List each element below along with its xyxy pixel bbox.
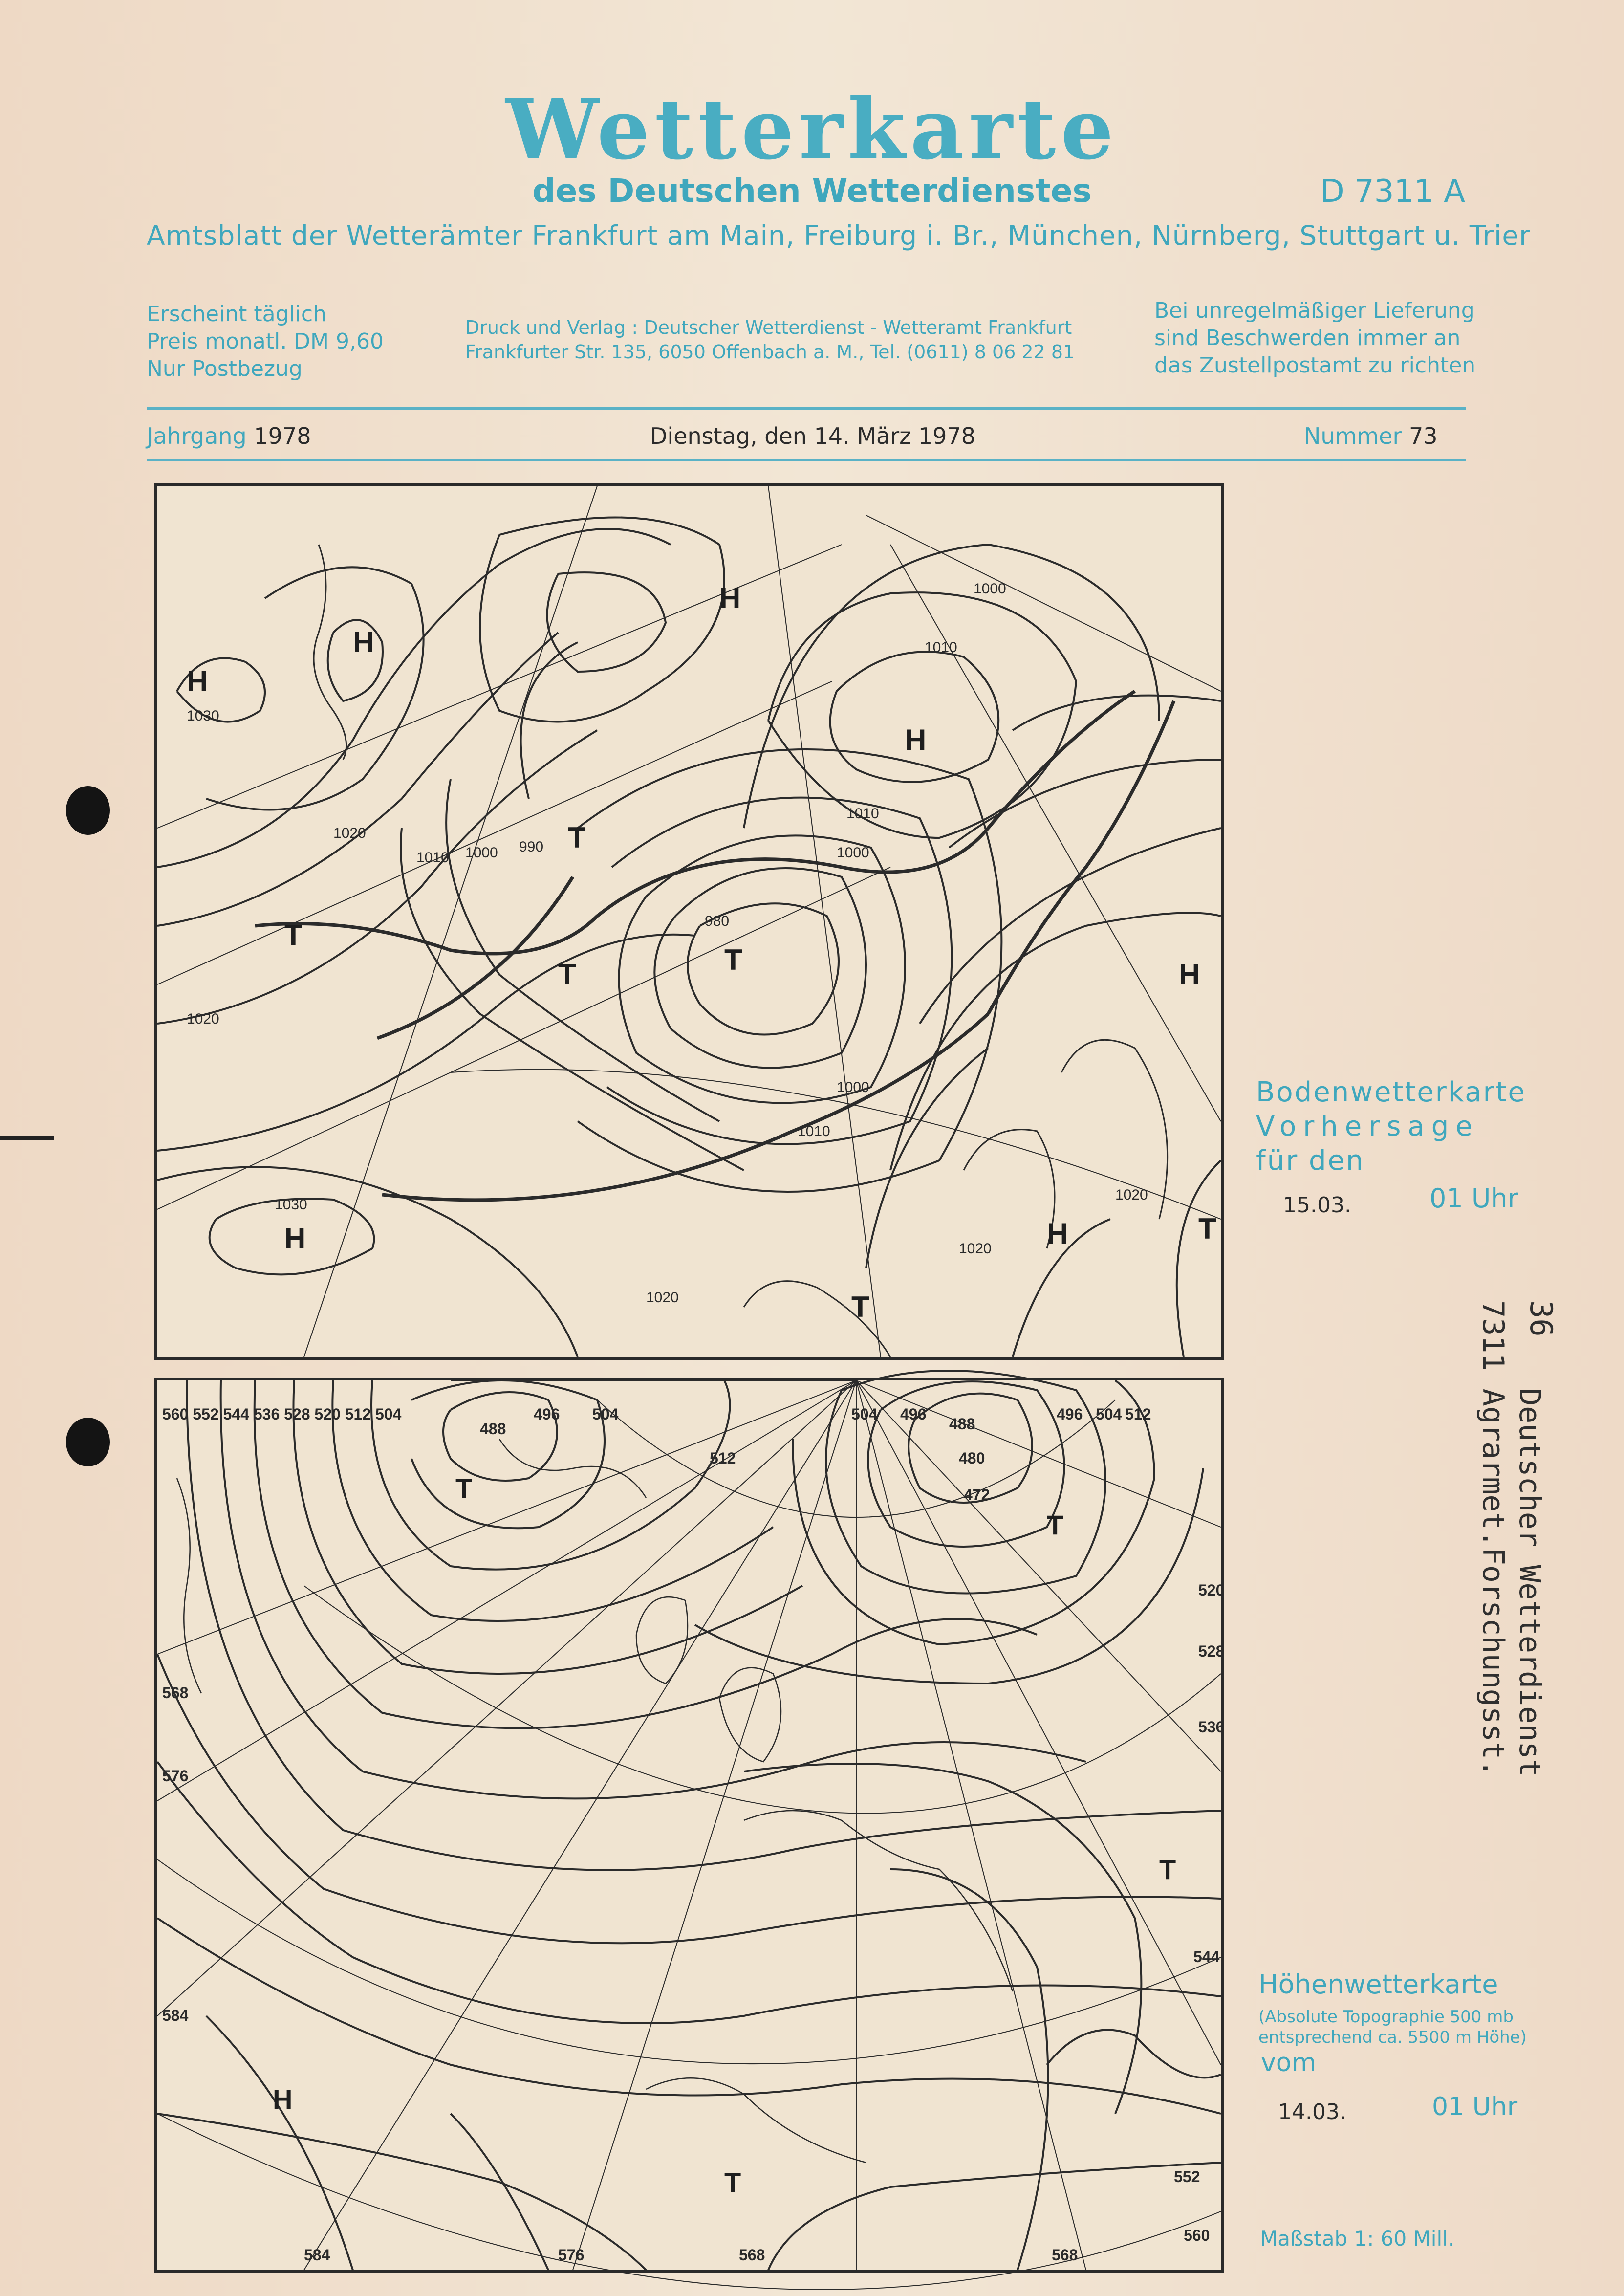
punch-hole [66, 1418, 110, 1466]
stamp-line-2: Deutscher Wetterdienst [1513, 1388, 1547, 1777]
contour-label: 528 [1198, 1642, 1225, 1660]
surface-map-date: 15.03. [1283, 1193, 1351, 1218]
isobar-label: 1010 [846, 806, 879, 822]
publication-code: D 7311 A [1320, 174, 1465, 210]
contour-label: 520 [1198, 1581, 1225, 1599]
caption-line: Vorhersage [1256, 1111, 1479, 1142]
isobar-label: 1020 [333, 825, 366, 841]
low-label: T [1047, 1509, 1064, 1540]
contour-label: 544 [1193, 1948, 1220, 1966]
low-label: T [284, 919, 303, 952]
contour-label: 504 [1096, 1405, 1122, 1423]
isobar-label: 990 [519, 839, 544, 855]
contour-label: 496 [1057, 1405, 1083, 1423]
nummer-label: Nummer [1304, 423, 1402, 449]
contour-label: 512 [1125, 1405, 1151, 1423]
surface-map-caption [1256, 1075, 1526, 1178]
caption-line: (Absolute Topographie 500 mb [1258, 2007, 1514, 2027]
contour-label: 568 [739, 2246, 765, 2264]
fold-mark [0, 1136, 54, 1140]
upper-map-title: Höhenwetterkarte [1258, 1969, 1498, 2000]
high-label: H [1047, 1217, 1068, 1250]
caption-line: entsprechend ca. 5500 m Höhe) [1258, 2028, 1527, 2047]
contour-label: 488 [480, 1420, 506, 1438]
isobar-label: 1010 [416, 850, 449, 866]
contour-label: 472 [964, 1486, 990, 1504]
info-line: Frankfurter Str. 135, 6050 Offenbach a. M., Tel. (0611) 8 06 22 81 [465, 341, 1075, 363]
info-line: sind Beschwerden immer an [1154, 326, 1461, 350]
contour-label: 576 [162, 1767, 189, 1785]
amtsblatt-line: Amtsblatt der Wetterämter Frankfurt am Main, Freiburg i. Br., München, Nürnberg, Stuttgart u. Trier [147, 220, 1531, 251]
caption-line: für den [1256, 1145, 1365, 1177]
isobar-label: 1000 [837, 845, 869, 861]
publisher-info [465, 315, 1075, 364]
subscription-info [147, 301, 384, 383]
contour-label: 576 [558, 2246, 585, 2264]
isobar-label: 1000 [465, 845, 498, 861]
info-line: Bei unregelmäßiger Lieferung [1154, 298, 1475, 323]
upper-air-drawing [157, 1380, 1225, 2270]
info-line: Erscheint täglich [147, 302, 326, 327]
jahrgang [147, 423, 311, 449]
contour-label: 584 [162, 2007, 189, 2024]
contour-label: 536 [1198, 1718, 1225, 1736]
contour-label: 552 [1174, 2168, 1200, 2186]
high-label: H [1179, 958, 1200, 991]
low-label: T [568, 821, 586, 854]
nummer [1304, 423, 1438, 449]
info-line: Nur Postbezug [147, 356, 303, 381]
surface-weather-map [154, 483, 1224, 1360]
caption-line: Bodenwetterkarte [1256, 1076, 1527, 1108]
contour-label: 568 [1052, 2246, 1078, 2264]
isobar-label: 1030 [275, 1197, 307, 1213]
info-line: Preis monatl. DM 9,60 [147, 329, 384, 354]
contour-label: 504 [592, 1405, 619, 1423]
contour-label: 584 [304, 2246, 330, 2264]
contour-label-row: 560 552 544 536 528 520 512 504 [162, 1405, 402, 1423]
nummer-value: 73 [1409, 423, 1438, 449]
high-label: H [719, 582, 741, 614]
surface-map-drawing [157, 486, 1221, 1357]
upper-air-map [154, 1378, 1224, 2273]
high-label: H [187, 665, 208, 698]
upper-map-vom: vom [1261, 2048, 1317, 2077]
isobar-label: 1020 [959, 1241, 992, 1257]
low-label: T [558, 958, 576, 991]
stamp-number: 36 [1523, 1300, 1559, 1337]
isobar-label: 1020 [646, 1290, 679, 1306]
low-label: T [851, 1290, 869, 1323]
contour-label: 512 [710, 1449, 736, 1467]
issue-date: Dienstag, den 14. März 1978 [650, 423, 975, 449]
stamp-line-1: 7311 Agrarmet.Forschungsst. [1476, 1300, 1510, 1777]
contour-label: 504 [851, 1405, 878, 1423]
upper-map-subtitle [1258, 2007, 1527, 2048]
low-label: T [1198, 1212, 1216, 1245]
contour-label: 568 [162, 1684, 189, 1702]
contour-label: 560 [1184, 2227, 1210, 2244]
isobar-label: 1020 [187, 1011, 219, 1027]
header-rule-top [147, 407, 1466, 410]
low-label: T [1159, 1854, 1176, 1885]
high-label: H [284, 1222, 306, 1255]
upper-map-date: 14.03. [1278, 2099, 1346, 2124]
contour-label: 496 [900, 1405, 927, 1423]
isobar-label: 980 [705, 913, 730, 929]
low-label: T [724, 2167, 741, 2198]
low-label: T [455, 1473, 473, 1504]
punch-hole [66, 786, 110, 835]
contour-label: 496 [534, 1405, 560, 1423]
isobar-label: 1000 [837, 1079, 869, 1095]
jahrgang-value: 1978 [254, 423, 311, 449]
upper-map-time: 01 Uhr [1432, 2092, 1518, 2121]
info-line: Druck und Verlag : Deutscher Wetterdienst - Wetteramt Frankfurt [465, 317, 1072, 338]
isobar-label: 1020 [1115, 1187, 1148, 1203]
jahrgang-label: Jahrgang [147, 423, 247, 449]
contour-label: 480 [959, 1449, 985, 1467]
low-label: T [724, 943, 742, 976]
high-label: H [273, 2084, 293, 2115]
header-rule-bottom [147, 459, 1466, 461]
map-scale: Maßstab 1: 60 Mill. [1260, 2227, 1455, 2251]
isobar-label: 1000 [974, 581, 1006, 597]
high-label: H [905, 723, 927, 756]
masthead-subtitle: des Deutschen Wetterdienstes [532, 172, 1092, 210]
isobar-label: 1010 [925, 639, 957, 656]
contour-label: 488 [949, 1415, 975, 1433]
info-line: das Zustellpostamt zu richten [1154, 353, 1476, 378]
isobar-label: 1010 [798, 1123, 830, 1139]
delivery-notice [1154, 297, 1475, 379]
high-label: H [353, 626, 374, 658]
surface-map-time: 01 Uhr [1429, 1183, 1518, 1214]
isobar-label: 1030 [187, 708, 219, 724]
masthead-title: Wetterkarte [505, 81, 1119, 178]
